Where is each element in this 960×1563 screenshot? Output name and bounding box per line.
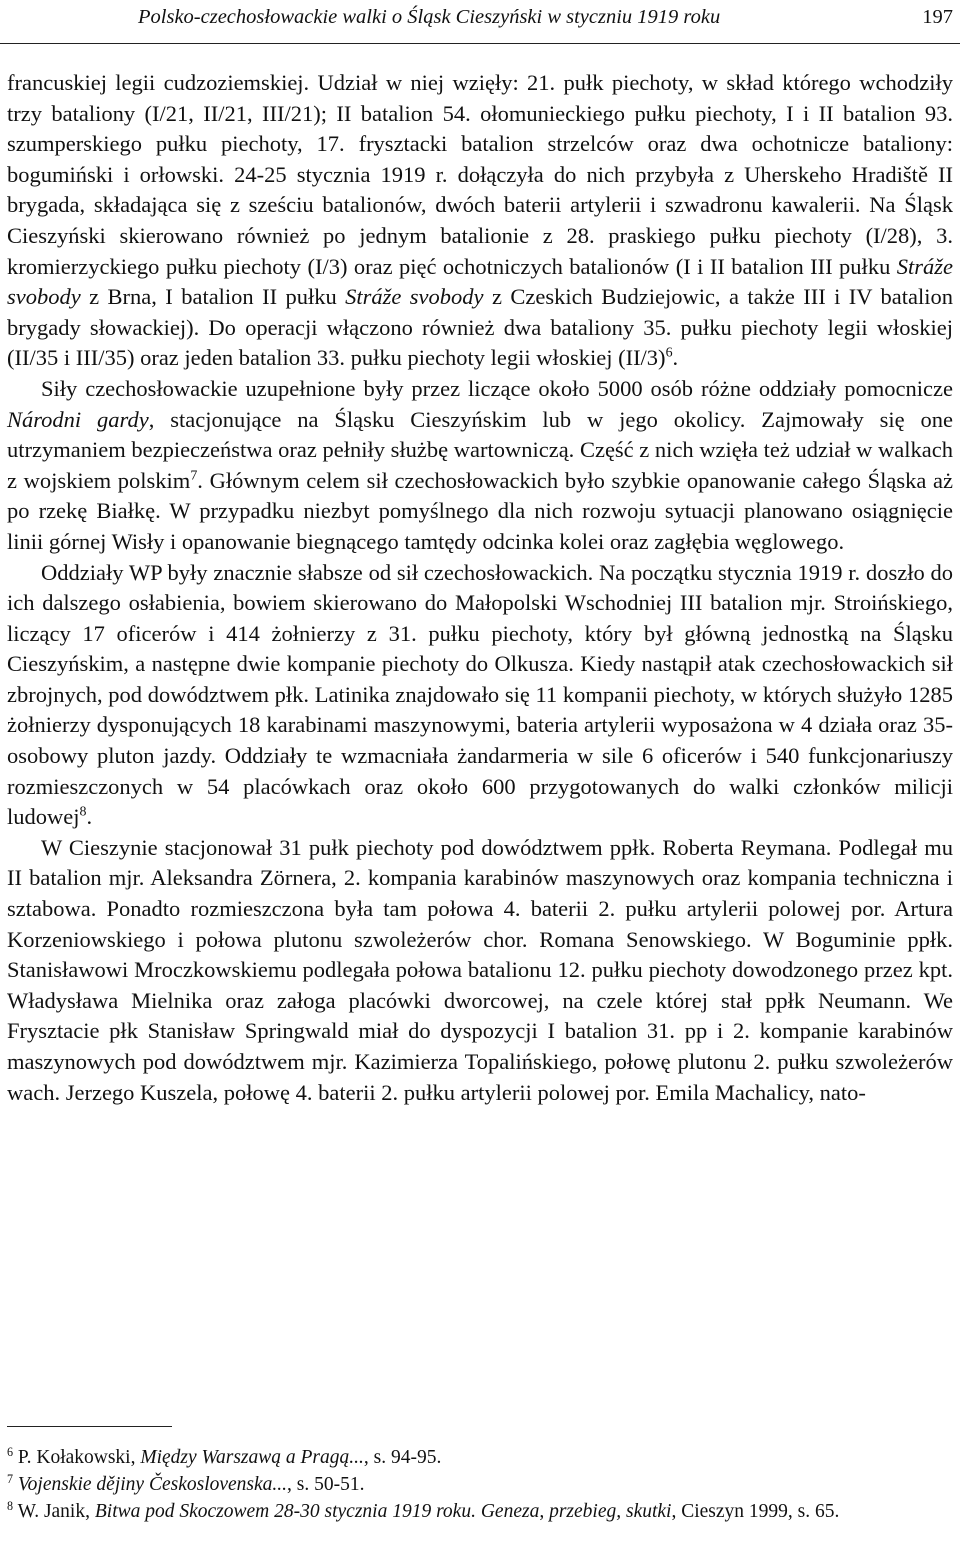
footnote-ref-8[interactable]: 8 [79, 804, 87, 820]
footnotes [7, 1444, 953, 1525]
running-title: Polsko-czechosłowackie walki o Śląsk Cieszyński w styczniu 1919 roku [138, 6, 721, 28]
footnote-7: $^7$ Vojenskie dějiny Československa..., s. 50-51. [7, 1471, 365, 1495]
footnote-8: $^8$ W. Janik, Bitwa pod Skoczowem 28-30 stycznia 1919 roku. Geneza, przebieg, skutki, Cieszyn 1999, s. 65. [7, 1498, 840, 1522]
running-header [0, 0, 960, 44]
paragraph-2: Siły czechosłowackie uzupełnione były przez liczące około 5000 osób różne oddziały pomocnicze Národni gardy, stacjonujące na Śląsku Cieszyńskim lub w jego okolicy. Zajmowały się one utrzymaniem bezpieczeństwa oraz pełniły służbę wartowniczą. Część z nich wzięła też udział w walkach z wojskiem polskim$^7$. Głównym celem sił czechosłowackich było szybkie opanowanie całego Śląska aż po rzekę Białkę. W przypadku niezbyt pomyślnego dla nich rozwoju sytuacji planowano osiągnięcie linii górnej Wisły i opanowanie biegnącego tamtędy odcinka kolei oraz zagłębia węglowego. [7, 375, 953, 554]
italic-term: Stráže svobody [7, 253, 953, 310]
paragraph-3: Oddziały WP były znacznie słabsze od sił czechosłowackich. Na początku stycznia 1919 r. doszło do ich dalszego osłabienia, bowiem skierowano do Małopolski Wschodniej III batalion mjr. Stroińskiego, liczący 17 oficerów i 414 żołnierzy z 31. pułku piechoty, który był główną jednostką na Śląsku Cieszyńskim, a następne dwie kompanie piechoty do Olkusza. Kiedy nastąpił atak czechosłowackich sił zbrojnych, pod dowództwem płk. Latinika znajdowało się 11 kompanii piechoty, w których służyło 1285 żołnierzy dysponujących 18 karabinami maszynowymi, bateria artylerii wyposażona w 4 działa oraz 35-osobowy pluton jazdy. Oddziały te wzmacniała żandarmeria w sile 6 oficerów i 540 funkcjonariuszy rozmieszczonych w 54 placówkach oraz około 600 przygotowanych do walki członków milicji ludowej$^8$. [7, 559, 953, 830]
body-text [7, 68, 953, 1108]
paragraph-4: W Cieszynie stacjonował 31 pułk piechoty pod dowództwem ppłk. Roberta Reymana. Podlegał mu II batalion mjr. Aleksandra Zörnera, 2. kompania karabinów maszynowych oraz kompania techniczna i sztabowa. Ponadto rozmieszczona była tam połowa 4. baterii 2. pułku artylerii polowej por. Artura Korzeniowskiego i połowa plutonu szwoleżerów chor. Romana Senowskiego. W Boguminie ppłk. Stanisławowi Mroczkowskiemu podlegała połowa batalionu 12. pułku piechoty dowodzonego przez kpt. Władysława Mielnika oraz załoga placówki dworcowej, na czele której stał ppłk Neumann. We Frysztacie płk Stanisław Springwald miał do dyspozycji I batalion 31. pp i 2. kompanie karabinów maszynowych pod dowództwem mjr. Kazimierza Topalińskiego, połowę plutonu 2. pułku szwoleżerów wach. Jerzego Kuszela, połowę 4. baterii 2. pułku artylerii polowej por. Emila Machalicy, nato- [7, 834, 953, 1105]
footnote-ref-7[interactable]: 7 [190, 468, 198, 484]
italic-term: Národni gardy [7, 406, 149, 432]
footnote-separator [7, 1426, 172, 1427]
page-number: 197 [922, 6, 953, 28]
footnote-ref-6[interactable]: 6 [665, 345, 673, 361]
italic-term: Stráže svobody [345, 284, 484, 310]
footnote-6: $^6$ P. Kołakowski, Między Warszawą a Pragą..., s. 94-95. [7, 1444, 442, 1468]
paragraph-1: francuskiej legii cudzoziemskiej. Udział w niej wzięły: 21. pułk piechoty, w skład którego wchodziły trzy bataliony (I/21, II/21, III/21); II batalion 54. ołomunieckiego pułku piechoty, I i II batalion 93. szumperskiego pułku piechoty, 17. frysztacki batalion strzelców oraz dwa ochotnicze bataliony: bogumiński i orłowski. 24-25 stycznia 1919 r. dołączyła do nich przybyła z Uherskeho Hradiště II brygada, składająca się z sześciu batalionów, dwóch baterii artylerii i szwadronu kawalerii. Na Śląsk Cieszyński skierowano również po jednym batalionie z 28. praskiego pułku piechoty (I/28), 3. kromierzyckiego pułku piechoty (I/3) oraz pięć ochotniczych batalionów (I i II batalion III pułku Stráže svobody z Brna, I batalion II pułku Stráže svobody z Czeskich Budziejowic, a także III i IV batalion brygady słowackiej). Do operacji włączono również dwa bataliony 35. pułku piechoty legii włoskiej (II/35 i III/35) oraz jeden batalion 33. pułku piechoty legii włoskiej $(II/3)^6$. [7, 70, 953, 371]
